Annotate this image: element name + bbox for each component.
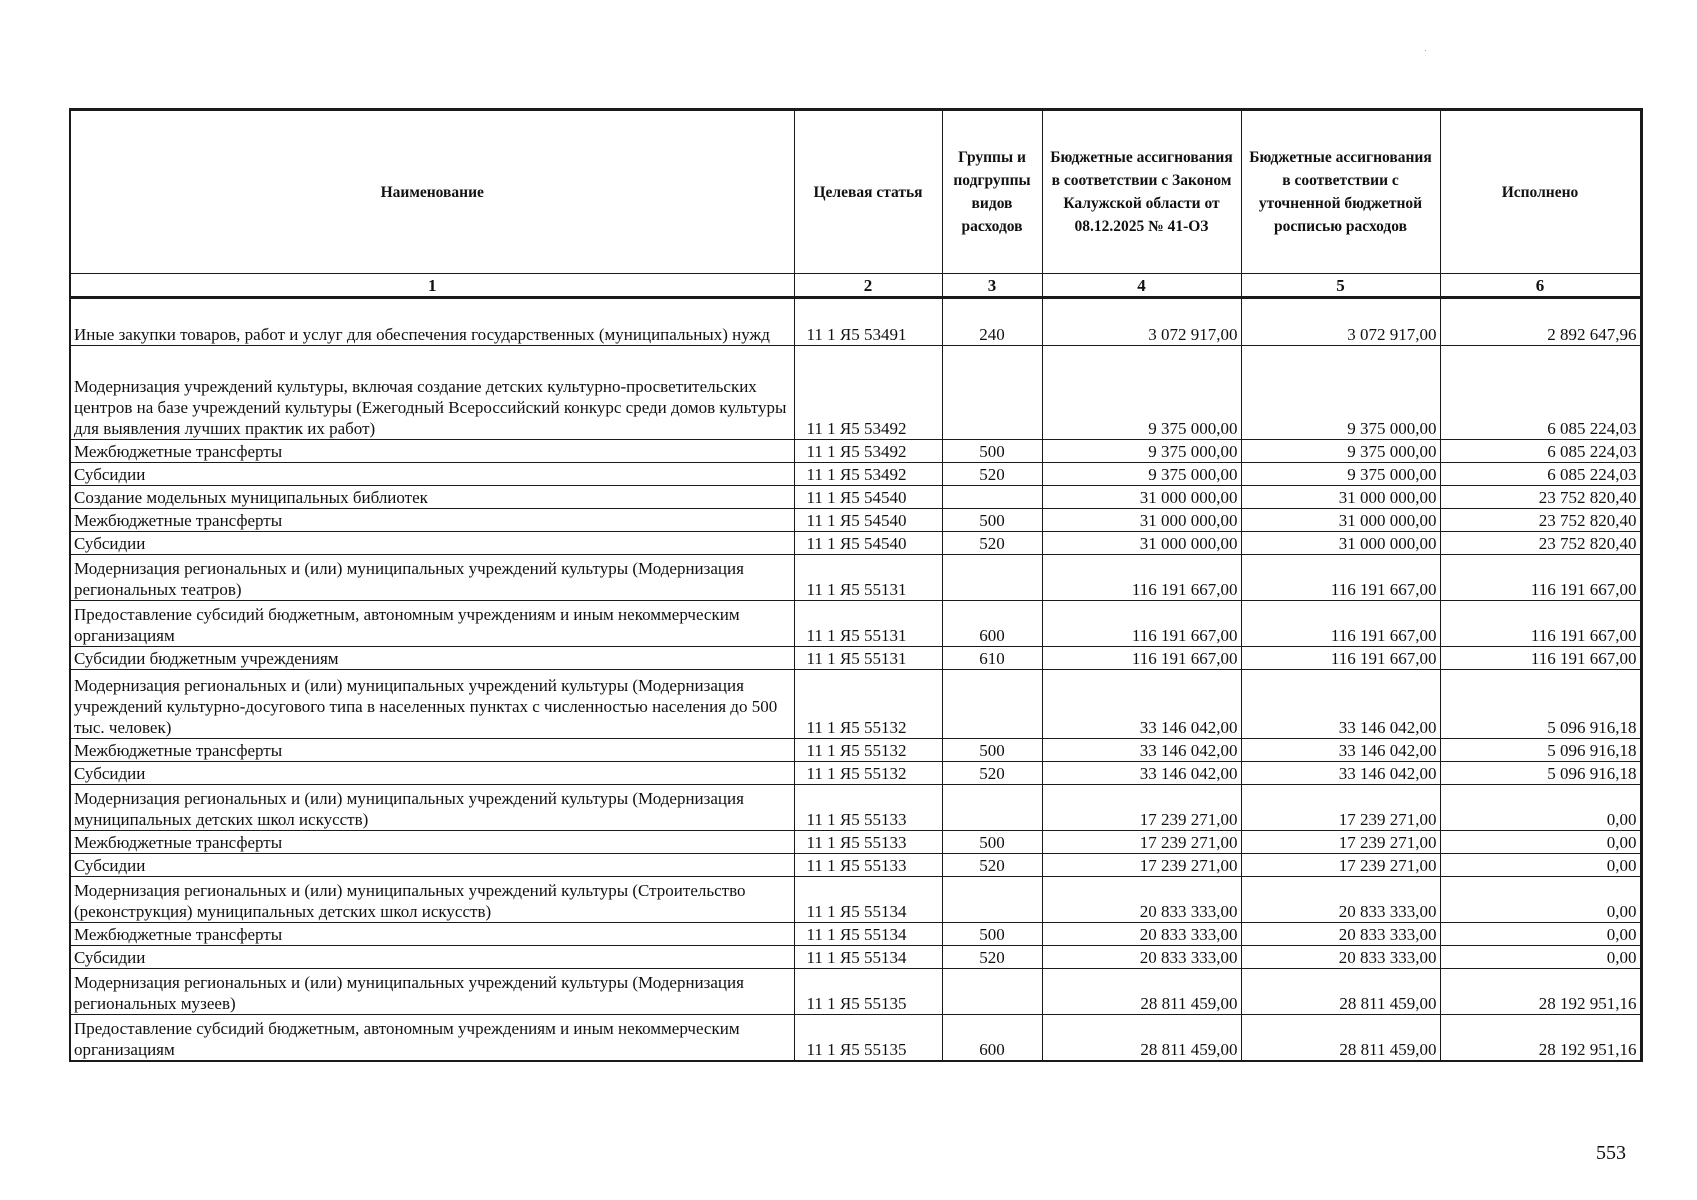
row-refined-amount: 17 239 271,00 (1241, 785, 1440, 831)
row-expense-group (942, 670, 1042, 739)
row-executed-amount: 6 085 224,03 (1440, 440, 1641, 463)
row-expense-group: 500 (942, 440, 1042, 463)
table-row (70, 486, 1641, 509)
row-expense-group (942, 346, 1042, 440)
row-executed-amount: 5 096 916,18 (1440, 670, 1641, 739)
table-row (70, 346, 1641, 440)
row-expense-group (942, 555, 1042, 601)
row-law-amount: 9 375 000,00 (1042, 440, 1241, 463)
table-row (70, 762, 1641, 785)
row-executed-amount: 2 892 647,96 (1440, 298, 1641, 346)
header-law-allocations: Бюджетные ассигнования в соответствии с Законом Калужской области от 08.12.2025 № 41-ОЗ (1042, 110, 1241, 274)
row-expense-group: 500 (942, 509, 1042, 532)
row-name: Модернизация региональных и (или) муниципальных учреждений культуры (Модернизация региональных театров) (70, 555, 794, 601)
row-target-article: 11 1 Я5 55132 (794, 670, 942, 739)
row-expense-group (942, 969, 1042, 1015)
row-law-amount: 9 375 000,00 (1042, 346, 1241, 440)
row-expense-group: 520 (942, 532, 1042, 555)
row-executed-amount: 23 752 820,40 (1440, 509, 1641, 532)
table-row (70, 923, 1641, 946)
row-executed-amount: 116 191 667,00 (1440, 647, 1641, 670)
row-law-amount: 9 375 000,00 (1042, 463, 1241, 486)
row-target-article: 11 1 Я5 55133 (794, 854, 942, 877)
row-law-amount: 33 146 042,00 (1042, 670, 1241, 739)
row-target-article: 11 1 Я5 55135 (794, 969, 942, 1015)
row-name: Субсидии (70, 532, 794, 555)
row-name: Межбюджетные трансферты (70, 739, 794, 762)
row-refined-amount: 33 146 042,00 (1241, 739, 1440, 762)
row-target-article: 11 1 Я5 55131 (794, 647, 942, 670)
row-refined-amount: 116 191 667,00 (1241, 647, 1440, 670)
row-name: Модернизация учреждений культуры, включая создание детских культурно-просветительских центров на базе учреждений культуры (Ежегодный Всероссийский конкурс среди домов культуры для выявления лучших практик их работ) (70, 346, 794, 440)
row-refined-amount: 116 191 667,00 (1241, 601, 1440, 647)
row-law-amount: 17 239 271,00 (1042, 785, 1241, 831)
row-refined-amount: 9 375 000,00 (1241, 346, 1440, 440)
row-target-article: 11 1 Я5 53492 (794, 463, 942, 486)
row-refined-amount: 9 375 000,00 (1241, 463, 1440, 486)
row-expense-group: 600 (942, 1015, 1042, 1061)
page-number: 553 (1596, 1142, 1626, 1164)
row-refined-amount: 28 811 459,00 (1241, 1015, 1440, 1061)
row-name: Модернизация региональных и (или) муниципальных учреждений культуры (Модернизация региональных музеев) (70, 969, 794, 1015)
row-refined-amount: 31 000 000,00 (1241, 532, 1440, 555)
row-expense-group: 520 (942, 854, 1042, 877)
table-row (70, 831, 1641, 854)
row-refined-amount: 28 811 459,00 (1241, 969, 1440, 1015)
row-target-article: 11 1 Я5 53491 (794, 298, 942, 346)
row-target-article: 11 1 Я5 54540 (794, 486, 942, 509)
row-target-article: 11 1 Я5 55134 (794, 923, 942, 946)
column-number: 3 (942, 274, 1042, 298)
header-executed: Исполнено (1440, 110, 1641, 274)
row-executed-amount: 0,00 (1440, 877, 1641, 923)
row-target-article: 11 1 Я5 55133 (794, 785, 942, 831)
row-target-article: 11 1 Я5 55135 (794, 1015, 942, 1061)
row-law-amount: 17 239 271,00 (1042, 831, 1241, 854)
row-expense-group: 520 (942, 463, 1042, 486)
row-expense-group (942, 486, 1042, 509)
row-target-article: 11 1 Я5 55132 (794, 762, 942, 785)
row-law-amount: 31 000 000,00 (1042, 509, 1241, 532)
row-law-amount: 31 000 000,00 (1042, 486, 1241, 509)
row-executed-amount: 0,00 (1440, 831, 1641, 854)
row-law-amount: 28 811 459,00 (1042, 1015, 1241, 1061)
row-name: Субсидии (70, 762, 794, 785)
row-law-amount: 28 811 459,00 (1042, 969, 1241, 1015)
row-refined-amount: 20 833 333,00 (1241, 946, 1440, 969)
row-law-amount: 3 072 917,00 (1042, 298, 1241, 346)
table-row (70, 969, 1641, 1015)
row-target-article: 11 1 Я5 54540 (794, 532, 942, 555)
row-target-article: 11 1 Я5 55131 (794, 555, 942, 601)
table-row (70, 555, 1641, 601)
row-target-article: 11 1 Я5 55132 (794, 739, 942, 762)
row-refined-amount: 3 072 917,00 (1241, 298, 1440, 346)
row-expense-group: 500 (942, 923, 1042, 946)
table-row (70, 440, 1641, 463)
column-number: 4 (1042, 274, 1241, 298)
table-row (70, 509, 1641, 532)
row-refined-amount: 31 000 000,00 (1241, 509, 1440, 532)
row-expense-group: 500 (942, 739, 1042, 762)
column-number: 1 (70, 274, 794, 298)
row-name: Предоставление субсидий бюджетным, автономным учреждениям и иным некоммерческим организациям (70, 1015, 794, 1061)
row-executed-amount: 116 191 667,00 (1440, 601, 1641, 647)
row-name: Межбюджетные трансферты (70, 923, 794, 946)
row-expense-group (942, 877, 1042, 923)
table-row (70, 532, 1641, 555)
row-executed-amount: 23 752 820,40 (1440, 532, 1641, 555)
row-name: Субсидии бюджетным учреждениям (70, 647, 794, 670)
row-name: Межбюджетные трансферты (70, 509, 794, 532)
row-law-amount: 116 191 667,00 (1042, 601, 1241, 647)
row-executed-amount: 0,00 (1440, 785, 1641, 831)
table-row (70, 601, 1641, 647)
row-expense-group: 610 (942, 647, 1042, 670)
table-row (70, 670, 1641, 739)
header-name: Наименование (70, 110, 794, 274)
table-row (70, 647, 1641, 670)
table-row (70, 946, 1641, 969)
header-expense-groups: Группы и подгруппы видов расходов (942, 110, 1042, 274)
row-refined-amount: 17 239 271,00 (1241, 831, 1440, 854)
row-expense-group: 520 (942, 762, 1042, 785)
row-executed-amount: 6 085 224,03 (1440, 463, 1641, 486)
column-number: 6 (1440, 274, 1641, 298)
row-executed-amount: 28 192 951,16 (1440, 969, 1641, 1015)
scan-mark (1425, 50, 1426, 51)
row-target-article: 11 1 Я5 54540 (794, 509, 942, 532)
row-law-amount: 116 191 667,00 (1042, 555, 1241, 601)
table-row (70, 298, 1641, 346)
row-refined-amount: 9 375 000,00 (1241, 440, 1440, 463)
row-law-amount: 20 833 333,00 (1042, 946, 1241, 969)
row-executed-amount: 5 096 916,18 (1440, 762, 1641, 785)
row-refined-amount: 20 833 333,00 (1241, 923, 1440, 946)
table-row (70, 877, 1641, 923)
row-target-article: 11 1 Я5 53492 (794, 440, 942, 463)
column-number: 2 (794, 274, 942, 298)
row-expense-group: 520 (942, 946, 1042, 969)
row-executed-amount: 6 085 224,03 (1440, 346, 1641, 440)
header-refined-allocations: Бюджетные ассигнования в соответствии с уточненной бюджетной росписью расходов (1241, 110, 1440, 274)
row-executed-amount: 28 192 951,16 (1440, 1015, 1641, 1061)
row-refined-amount: 33 146 042,00 (1241, 670, 1440, 739)
row-name: Субсидии (70, 946, 794, 969)
table-row (70, 785, 1641, 831)
row-name: Предоставление субсидий бюджетным, автономным учреждениям и иным некоммерческим организациям (70, 601, 794, 647)
row-refined-amount: 116 191 667,00 (1241, 555, 1440, 601)
row-expense-group: 600 (942, 601, 1042, 647)
budget-table (69, 108, 1643, 1062)
row-target-article: 11 1 Я5 55133 (794, 831, 942, 854)
row-target-article: 11 1 Я5 55134 (794, 877, 942, 923)
row-executed-amount: 0,00 (1440, 923, 1641, 946)
row-target-article: 11 1 Я5 55131 (794, 601, 942, 647)
row-executed-amount: 5 096 916,18 (1440, 739, 1641, 762)
row-name: Субсидии (70, 463, 794, 486)
table-row (70, 739, 1641, 762)
row-refined-amount: 33 146 042,00 (1241, 762, 1440, 785)
row-name: Модернизация региональных и (или) муниципальных учреждений культуры (Модернизация учреждений культурно-досугового типа в населенных пунктах с численностью населения до 500 тыс. человек) (70, 670, 794, 739)
row-refined-amount: 20 833 333,00 (1241, 877, 1440, 923)
row-name: Модернизация региональных и (или) муниципальных учреждений культуры (Модернизация муниципальных детских школ искусств) (70, 785, 794, 831)
row-executed-amount: 116 191 667,00 (1440, 555, 1641, 601)
row-executed-amount: 0,00 (1440, 854, 1641, 877)
row-law-amount: 31 000 000,00 (1042, 532, 1241, 555)
row-name: Создание модельных муниципальных библиотек (70, 486, 794, 509)
row-law-amount: 17 239 271,00 (1042, 854, 1241, 877)
table-row (70, 463, 1641, 486)
row-name: Иные закупки товаров, работ и услуг для обеспечения государственных (муниципальных) нужд (70, 298, 794, 346)
row-executed-amount: 0,00 (1440, 946, 1641, 969)
table-row (70, 1015, 1641, 1061)
header-target-article: Целевая статья (794, 110, 942, 274)
row-name: Межбюджетные трансферты (70, 831, 794, 854)
row-expense-group (942, 785, 1042, 831)
row-law-amount: 116 191 667,00 (1042, 647, 1241, 670)
row-refined-amount: 17 239 271,00 (1241, 854, 1440, 877)
column-number: 5 (1241, 274, 1440, 298)
row-law-amount: 20 833 333,00 (1042, 877, 1241, 923)
row-name: Межбюджетные трансферты (70, 440, 794, 463)
row-name: Модернизация региональных и (или) муниципальных учреждений культуры (Строительство (реконструкция) муниципальных детских школ искусств) (70, 877, 794, 923)
row-target-article: 11 1 Я5 53492 (794, 346, 942, 440)
row-expense-group: 500 (942, 831, 1042, 854)
column-number-row (70, 274, 1641, 298)
row-refined-amount: 31 000 000,00 (1241, 486, 1440, 509)
row-target-article: 11 1 Я5 55134 (794, 946, 942, 969)
table-body (70, 298, 1641, 1061)
row-law-amount: 33 146 042,00 (1042, 762, 1241, 785)
header-row (70, 110, 1641, 274)
table-row (70, 854, 1641, 877)
row-law-amount: 33 146 042,00 (1042, 739, 1241, 762)
row-name: Субсидии (70, 854, 794, 877)
row-law-amount: 20 833 333,00 (1042, 923, 1241, 946)
row-expense-group: 240 (942, 298, 1042, 346)
row-executed-amount: 23 752 820,40 (1440, 486, 1641, 509)
